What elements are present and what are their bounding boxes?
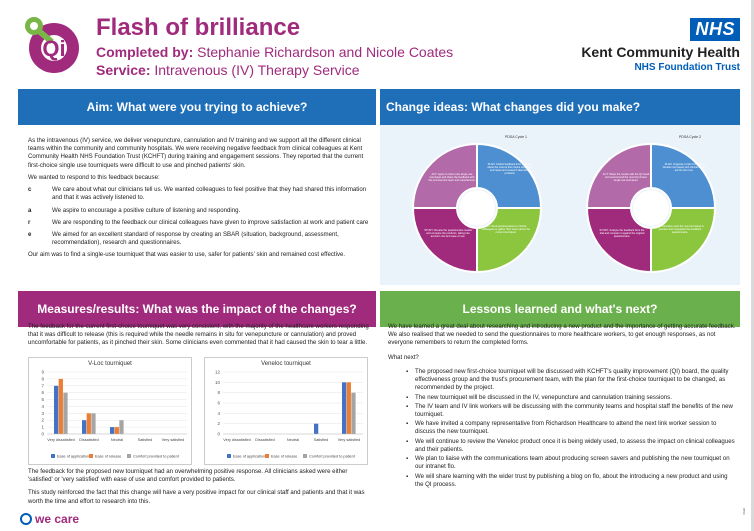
lessons-intro: We have learned a great deal about researching and introducing a new product and the importance of getting accurate feedback. We also realised that we needed to send the questionnaires to more healthcare workers, to get enough responses, as not everyone remembers to return the completed forms. — [388, 323, 736, 347]
bar — [115, 427, 119, 434]
bar — [82, 420, 86, 434]
x-tick-label: Very dissatisfied — [47, 438, 75, 442]
y-tick-label: 8 — [217, 390, 220, 396]
y-tick-label: 9 — [41, 369, 44, 375]
vloc-chart — [28, 357, 192, 465]
change-heading: Change ideas: What changes did you make? — [380, 89, 740, 125]
x-tick-label: Dissatisfied — [79, 438, 99, 442]
y-tick-label: 7 — [41, 383, 44, 389]
trust-subtitle: NHS Foundation Trust — [634, 62, 740, 73]
care-values-list — [28, 186, 370, 247]
pdsa-plan-text: PLAN: Organise a trial of the new Veneloc tourniquet with clinical teams across the trust. — [662, 163, 706, 173]
pdsa-do-text: DO: Send questionnaires to clinical colleagues to gather their views about the current tourniquet. — [482, 225, 530, 235]
x-tick-label: Very satisfied — [161, 438, 185, 442]
y-tick-label: 4 — [217, 410, 220, 416]
lessons-section — [388, 323, 736, 490]
pdsa-area — [380, 125, 740, 285]
pdsa-act-text: ACT: Agree to trial a new single use tourniquet and share the feedback with the procurement team and manufacturer. — [428, 173, 476, 183]
measures-intro: The feedback for the current first-choice tourniquet was very consistent, with the majority of the healthcare workers responding that it was difficult to release (this is required while the needle remains in situ for venepuncture or cannulation) and proved uncomfortable for patients, as it pinched their skin. Some clinicians even commented that it had caused the skin to tear a little. — [28, 323, 369, 347]
next-step-item: ▪ The new tourniquet will be discussed in the IV, venepuncture and cannulation training sessions. — [406, 394, 736, 402]
legend-label: Comfort provided to patient — [309, 454, 355, 459]
pdsa-wheel — [402, 133, 552, 283]
footer-code: 0556 — [742, 508, 746, 515]
measures-result-2: This study reinforced the fact that this change will have a very positive impact for our clinical staff and patients and that it was worth the time and effort to research into this. — [28, 489, 365, 505]
we-care-ring-icon — [20, 513, 32, 525]
next-step-item: ▪ We plan to liaise with the communications team about producing screen savers and publishing the new tourniquet on our intranet flo. — [406, 455, 736, 471]
x-tick-label: Dissatisfied — [255, 438, 275, 442]
bar — [351, 393, 355, 434]
next-step-item: ▪ We will share learning with the wider trust by publishing a blog on flo, about the introducing a new product and using the QI process. — [406, 473, 736, 489]
y-tick-label: 2 — [217, 421, 220, 427]
care-value-text: We are responding to the feedback our clinical colleagues have given to improve satisfaction at work and patient care — [52, 218, 369, 226]
x-tick-label: Neutral — [286, 438, 300, 442]
care-value-row — [28, 231, 370, 247]
next-step-item: ▪ The IV team and IV link workers will be discussing with the community teams and hospital staff the benefits of the new tourniquet. — [406, 403, 736, 419]
pdsa-do-text: DO: Clinicians used the new tourniquet in practice and completed the feedback questionnaire. — [656, 225, 704, 235]
service — [96, 62, 360, 78]
y-tick-label: 0 — [41, 431, 44, 437]
bar — [63, 393, 67, 434]
legend-swatch — [303, 454, 307, 458]
care-value-letter: a — [28, 206, 32, 214]
care-value-letter: c — [28, 186, 32, 194]
pdsa-cycle — [576, 133, 726, 283]
y-tick-label: 5 — [41, 397, 44, 403]
chart-title: Veneloc tourniquet — [261, 361, 311, 367]
bar — [91, 413, 95, 434]
legend-swatch — [89, 454, 93, 458]
pdsa-study-text: STUDY: Review the questionnaire results and compare the products, taking into account cost and ease of use. — [424, 229, 472, 239]
next-step-item: ▪ We will continue to review the Veneloc product once it is being widely used, to assess the impact on clinical colleagues and their patients. — [406, 438, 736, 454]
y-tick-label: 10 — [214, 379, 220, 385]
x-tick-label: Very dissatisfied — [223, 438, 251, 442]
nhs-logo: NHS — [690, 18, 740, 41]
care-value-row — [28, 207, 370, 215]
pdsa-study-text: STUDY: Analyse the feedback from the trial and compare it against the original questionnaire. — [599, 229, 645, 239]
chart-title: V-Loc tourniquet — [88, 361, 132, 367]
qi-logo-icon — [18, 12, 90, 78]
x-tick-label: Very satisfied — [337, 438, 361, 442]
chart-plot — [205, 358, 369, 466]
legend-label: Ease of application — [233, 454, 266, 459]
we-care-logo — [20, 512, 79, 526]
y-tick-label: 12 — [214, 369, 220, 375]
care-value-row — [28, 219, 370, 227]
legend-swatch — [51, 454, 55, 458]
aim-heading: Aim: What were you trying to achieve? — [18, 89, 376, 125]
pdsa-cycle-label: PDSA Cycle 1 — [505, 135, 527, 139]
y-tick-label: 2 — [41, 417, 44, 423]
logo-letters: Qi — [42, 36, 66, 61]
legend-label: Comfort provided to patient — [133, 454, 179, 459]
y-tick-label: 6 — [217, 400, 220, 406]
lessons-heading: Lessons learned and what's next? — [380, 291, 740, 327]
completed-by-label: Completed by: — [96, 44, 194, 60]
y-tick-label: 0 — [217, 431, 220, 437]
chart-plot — [29, 358, 193, 466]
legend-label: Ease of release — [95, 454, 122, 459]
bar — [59, 379, 63, 434]
y-tick-label: 6 — [41, 390, 44, 396]
aim-section — [28, 137, 370, 264]
legend-swatch — [265, 454, 269, 458]
pdsa-plan-text: PLAN: Collect feedback from clinicians about the current first choice single use tourniquet and research alternative products. — [487, 163, 533, 176]
pdsa-cycle — [402, 133, 552, 283]
bar — [54, 386, 58, 434]
x-tick-label: Satisfied — [137, 438, 153, 442]
legend-swatch — [127, 454, 131, 458]
poster-header — [0, 0, 754, 86]
measures-heading: Measures/results: What was the impact of the changes? — [18, 291, 376, 327]
completed-by — [96, 44, 453, 60]
care-value-text: We care about what our clinicians tell us. We wanted colleagues to feel positive that they had shared this information and that it was actively listened to. — [52, 186, 367, 202]
next-label: What next? — [388, 353, 419, 361]
aim-closing: Our aim was to find a single-use tourniquet that was easier to use, safer for patients' skin and remained cost effective. — [28, 251, 346, 259]
measures-result-1: The feedback for the proposed new tourniquet had an overwhelming positive response. All clinicians asked were either 'satisfied' or 'very satisfied' with ease of use and comfort provided to patients. — [28, 468, 348, 484]
y-tick-label: 3 — [41, 410, 44, 416]
pdsa-cycle-label: PDSA Cycle 2 — [679, 135, 701, 139]
care-value-row — [28, 186, 370, 202]
next-step-item: ▪ The proposed new first-choice tourniquet will be discussed with KCHFT's quality improvement (QI) board, the quality effectiveness group and the trust's procurement team, with the plan for the first-choice tourniquet to be changed, as recommended by the project. — [406, 368, 736, 393]
bar — [342, 382, 346, 434]
care-value-text: We aimed for an excellent standard of response by creating an SBAR (situation, background, assessment, recommendation), research and questionnaires. — [52, 230, 339, 247]
service-label: Service: — [96, 62, 151, 78]
pdsa-center — [459, 190, 495, 226]
x-tick-label: Satisfied — [313, 438, 329, 442]
legend-label: Ease of application — [57, 454, 90, 459]
aim-intro: As the intravenous (IV) service, we deliver venepuncture, cannulation and IV training and we support all the different clinical teams within the community and community hospitals. We were receiving negative feedback from clinical colleagues at Kent Community Health NHS Foundation Trust (KCHFT) during training and engagement sessions. They reported that the current first-choice single use tourniquets were difficult to use and pinched patients' skin. — [28, 137, 364, 169]
completed-by-value: Stephanie Richardson and Nicole Coates — [197, 44, 454, 60]
bar — [119, 420, 123, 434]
pdsa-act-text: ACT: Share the results with the QI board and recommend the new first choice single use tourniquet. — [602, 173, 650, 183]
we-care-text: we care — [35, 512, 80, 526]
y-tick-label: 1 — [41, 424, 44, 430]
next-step-item: ▪ We have invited a company representative from Richardson Healthcare to attend the next link worker session to discuss the new tourniquet. — [406, 420, 736, 436]
service-value: Intravenous (IV) Therapy Service — [154, 62, 360, 78]
pdsa-center — [633, 190, 669, 226]
care-value-text: We aspire to encourage a positive culture of listening and responding. — [52, 206, 241, 214]
aim-respond: We wanted to respond to this feedback because: — [28, 173, 160, 181]
measures-results — [28, 468, 370, 511]
bar — [110, 427, 114, 434]
poster-title: Flash of brilliance — [96, 14, 301, 41]
bar — [347, 382, 351, 434]
y-tick-label: 4 — [41, 403, 44, 409]
legend-label: Ease of release — [271, 454, 298, 459]
y-tick-label: 8 — [41, 376, 44, 382]
bar — [314, 424, 318, 434]
veneloc-chart — [204, 357, 368, 465]
x-tick-label: Neutral — [110, 438, 124, 442]
care-value-letter: e — [28, 230, 32, 238]
pdsa-wheel — [576, 133, 726, 283]
bar — [87, 413, 91, 434]
care-value-letter: r — [28, 218, 31, 226]
legend-swatch — [227, 454, 231, 458]
next-steps-list — [406, 368, 736, 489]
trust-name: Kent Community Health — [581, 44, 740, 60]
